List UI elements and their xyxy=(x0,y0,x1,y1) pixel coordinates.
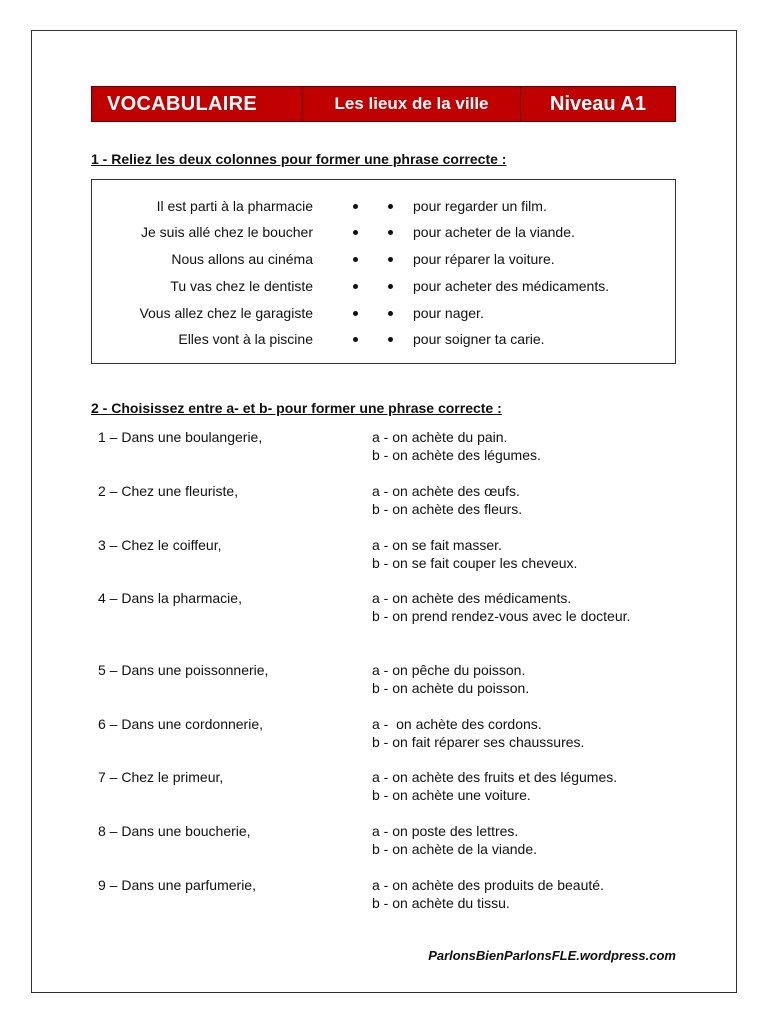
question-stem: 8 – Dans une boucherie, xyxy=(98,823,251,839)
option-a[interactable]: a - on se fait masser. xyxy=(372,537,502,553)
option-b[interactable]: b - on achète une voiture. xyxy=(372,787,531,803)
option-a[interactable]: a - on achète des fruits et des légumes. xyxy=(372,769,618,785)
exercise2-instruction: 2 - Choisissez entre a- et b- pour former une phrase correcte : xyxy=(91,400,502,416)
match-row xyxy=(92,275,675,297)
option-a[interactable]: a - on pêche du poisson. xyxy=(372,662,526,678)
match-left-item: Vous allez chez le garagiste xyxy=(139,305,313,321)
question-stem: 9 – Dans une parfumerie, xyxy=(98,877,256,893)
match-row xyxy=(92,302,675,324)
exercise1-instruction: 1 - Reliez les deux colonnes pour former une phrase correcte : xyxy=(91,151,507,167)
option-b[interactable]: b - on achète des fleurs. xyxy=(372,501,523,517)
option-a[interactable]: a - on achète des œufs. xyxy=(372,483,520,499)
option-a[interactable]: a - on achète des cordons. xyxy=(372,716,542,732)
question-stem: 5 – Dans une poissonnerie, xyxy=(98,662,269,678)
question-options xyxy=(372,715,652,751)
question-stem: 1 – Dans une boulangerie, xyxy=(98,429,263,445)
question-stem: 3 – Chez le coiffeur, xyxy=(98,537,222,553)
match-right-item: pour acheter de la viande. xyxy=(413,224,575,240)
question-options xyxy=(372,768,652,804)
question-stem: 6 – Dans une cordonnerie, xyxy=(98,716,263,732)
question-stem: 7 – Chez le primeur, xyxy=(98,769,224,785)
match-left-item: Il est parti à la pharmacie xyxy=(156,198,313,214)
match-left-item: Nous allons au cinéma xyxy=(171,251,313,267)
question-stem: 4 – Dans la pharmacie, xyxy=(98,590,242,606)
option-a[interactable]: a - on achète des produits de beauté. xyxy=(372,877,604,893)
banner-vocabulary: VOCABULAIRE xyxy=(92,87,303,121)
option-a[interactable]: a - on achète des médicaments. xyxy=(372,590,572,606)
question-stem: 2 – Chez une fleuriste, xyxy=(98,483,239,499)
banner-topic: Les lieux de la ville xyxy=(303,87,521,121)
bullet-dot[interactable] xyxy=(388,337,393,342)
option-b[interactable]: b - on achète des légumes. xyxy=(372,447,541,463)
bullet-dot[interactable] xyxy=(353,230,358,235)
match-right-item: pour nager. xyxy=(413,305,484,321)
bullet-dot[interactable] xyxy=(388,311,393,316)
match-right-item: pour acheter des médicaments. xyxy=(413,278,610,294)
match-left-item: Tu vas chez le dentiste xyxy=(170,278,313,294)
title-banner xyxy=(91,86,676,122)
question-options xyxy=(372,822,652,858)
bullet-dot[interactable] xyxy=(388,284,393,289)
match-row xyxy=(92,195,675,217)
option-b[interactable]: b - on achète du poisson. xyxy=(372,680,530,696)
option-b[interactable]: b - on achète de la viande. xyxy=(372,841,538,857)
question-options xyxy=(372,661,652,697)
banner-level: Niveau A1 xyxy=(521,87,675,121)
option-a[interactable]: a - on achète du pain. xyxy=(372,429,508,445)
matching-box xyxy=(91,179,676,364)
match-left-item: Elles vont à la piscine xyxy=(178,331,313,347)
bullet-dot[interactable] xyxy=(353,284,358,289)
question-options xyxy=(372,589,652,625)
bullet-dot[interactable] xyxy=(388,204,393,209)
match-right-item: pour réparer la voiture. xyxy=(413,251,555,267)
bullet-dot[interactable] xyxy=(353,204,358,209)
match-left-item: Je suis allé chez le boucher xyxy=(141,224,313,240)
bullet-dot[interactable] xyxy=(388,257,393,262)
option-b[interactable]: b - on prend rendez-vous avec le docteur. xyxy=(372,608,631,624)
option-b[interactable]: b - on achète du tissu. xyxy=(372,895,510,911)
bullet-dot[interactable] xyxy=(353,257,358,262)
match-right-item: pour soigner ta carie. xyxy=(413,331,545,347)
question-options xyxy=(372,536,652,572)
match-row xyxy=(92,248,675,270)
question-options xyxy=(372,482,652,518)
match-row xyxy=(92,221,675,243)
footer-website: ParlonsBienParlonsFLE.wordpress.com xyxy=(428,948,676,963)
match-row xyxy=(92,328,675,350)
bullet-dot[interactable] xyxy=(388,230,393,235)
option-b[interactable]: b - on fait réparer ses chaussures. xyxy=(372,734,585,750)
match-right-item: pour regarder un film. xyxy=(413,198,547,214)
question-options xyxy=(372,428,652,464)
question-options xyxy=(372,876,652,912)
bullet-dot[interactable] xyxy=(353,337,358,342)
option-b[interactable]: b - on se fait couper les cheveux. xyxy=(372,555,578,571)
bullet-dot[interactable] xyxy=(353,311,358,316)
option-a[interactable]: a - on poste des lettres. xyxy=(372,823,519,839)
